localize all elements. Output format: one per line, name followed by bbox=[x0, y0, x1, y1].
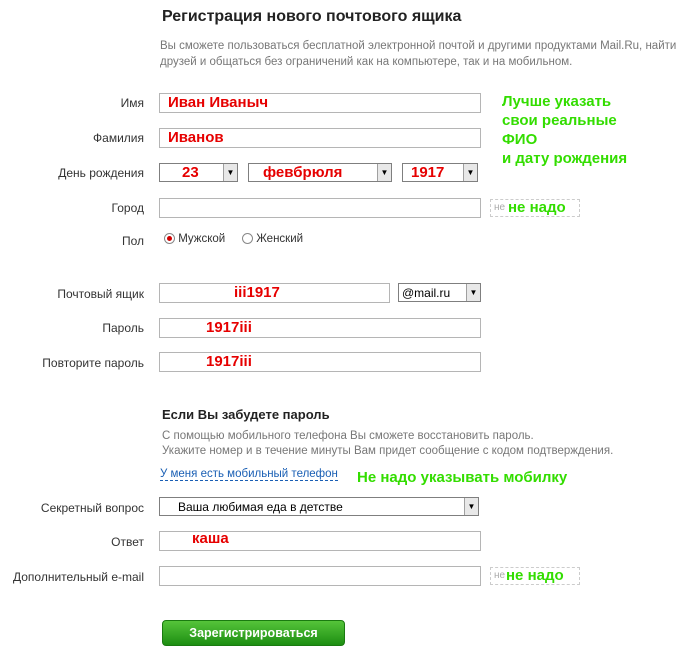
chevron-down-icon: ▼ bbox=[377, 164, 391, 181]
radio-male[interactable] bbox=[164, 233, 175, 244]
birthday-month-value: февбрюля bbox=[263, 164, 343, 181]
extra-email-hint-text: не bbox=[494, 570, 506, 581]
recovery-heading: Если Вы забудете пароль bbox=[162, 407, 330, 422]
city-input[interactable] bbox=[159, 198, 481, 218]
domain-select[interactable] bbox=[398, 283, 481, 302]
password-input[interactable] bbox=[159, 318, 481, 338]
domain-value: @mail.ru bbox=[402, 286, 451, 300]
city-hint-text: не bbox=[494, 202, 506, 213]
name-label: Имя bbox=[120, 96, 144, 110]
mailbox-value: iii1917 bbox=[234, 284, 280, 301]
answer-input[interactable] bbox=[159, 531, 481, 551]
gender-male-option[interactable] bbox=[164, 233, 225, 245]
fio-annotation-line3: ФИО bbox=[502, 131, 538, 148]
birthday-day-value: 23 bbox=[182, 164, 199, 181]
password-value: 1917iii bbox=[206, 319, 252, 336]
chevron-down-icon: ▼ bbox=[464, 498, 478, 515]
chevron-down-icon: ▼ bbox=[466, 284, 480, 301]
recovery-text-line2: Укажите номер и в течение минуты Вам придет сообщение с кодом подтверждения. bbox=[162, 445, 614, 457]
register-button[interactable]: Зарегистрироваться bbox=[162, 620, 345, 646]
fio-annotation-line4: и дату рождения bbox=[502, 150, 628, 167]
answer-label: Ответ bbox=[111, 535, 144, 549]
extra-email-annotation: не надо bbox=[506, 567, 564, 584]
city-label: Город bbox=[111, 201, 144, 215]
surname-input[interactable] bbox=[159, 128, 481, 148]
extra-email-input[interactable] bbox=[159, 566, 481, 586]
birthday-day-select[interactable] bbox=[159, 163, 238, 182]
surname-label: Фамилия bbox=[93, 131, 144, 145]
chevron-down-icon: ▼ bbox=[463, 164, 477, 181]
fio-annotation-line2: свои реальные bbox=[502, 112, 617, 129]
gender-female-label: Женский bbox=[256, 233, 304, 245]
password-repeat-input[interactable] bbox=[159, 352, 481, 372]
answer-value: каша bbox=[192, 530, 229, 547]
birthday-month-select[interactable] bbox=[248, 163, 392, 182]
chevron-down-icon: ▼ bbox=[223, 164, 237, 181]
password-repeat-value: 1917iii bbox=[206, 353, 252, 370]
birthday-year-value: 1917 bbox=[411, 164, 445, 181]
password-label: Пароль bbox=[102, 321, 144, 335]
recovery-text-line1: С помощью мобильного телефона Вы сможете восстановить пароль. bbox=[162, 430, 534, 442]
birthday-label: День рождения bbox=[58, 166, 144, 180]
gender-label: Пол bbox=[121, 234, 144, 248]
mailbox-label: Почтовый ящик bbox=[57, 287, 144, 301]
gender-female-option[interactable] bbox=[242, 233, 303, 245]
mailbox-input[interactable] bbox=[159, 283, 390, 303]
extra-email-label: Дополнительный e-mail bbox=[12, 570, 144, 584]
recovery-text bbox=[162, 429, 613, 459]
phone-annotation: Не надо указывать мобилку bbox=[357, 469, 568, 486]
phone-link[interactable]: У меня есть мобильный телефон bbox=[160, 468, 338, 480]
secret-question-select[interactable] bbox=[159, 497, 479, 516]
intro-text: Вы сможете пользоваться бесплатной электронной почтой и другими продуктами Mail.Ru, найти друзей и общаться без ограничений как на компьютере, так и на мобильном. bbox=[160, 40, 677, 68]
name-value: Иван Иваныч bbox=[168, 94, 269, 111]
fio-annotation-line1: Лучше указать bbox=[502, 93, 612, 110]
city-annotation: не надо bbox=[508, 199, 566, 216]
secret-question-value: Ваша любимая еда в детстве bbox=[178, 500, 343, 514]
surname-value: Иванов bbox=[168, 129, 224, 146]
radio-female[interactable] bbox=[242, 233, 253, 244]
gender-male-label: Мужской bbox=[178, 233, 226, 245]
secret-question-label: Секретный вопрос bbox=[40, 501, 144, 515]
birthday-year-select[interactable] bbox=[402, 163, 478, 182]
password-repeat-label: Повторите пароль bbox=[42, 356, 144, 370]
name-input[interactable] bbox=[159, 93, 481, 113]
fio-annotation bbox=[502, 92, 627, 168]
page-title: Регистрация нового почтового ящика bbox=[162, 8, 462, 25]
